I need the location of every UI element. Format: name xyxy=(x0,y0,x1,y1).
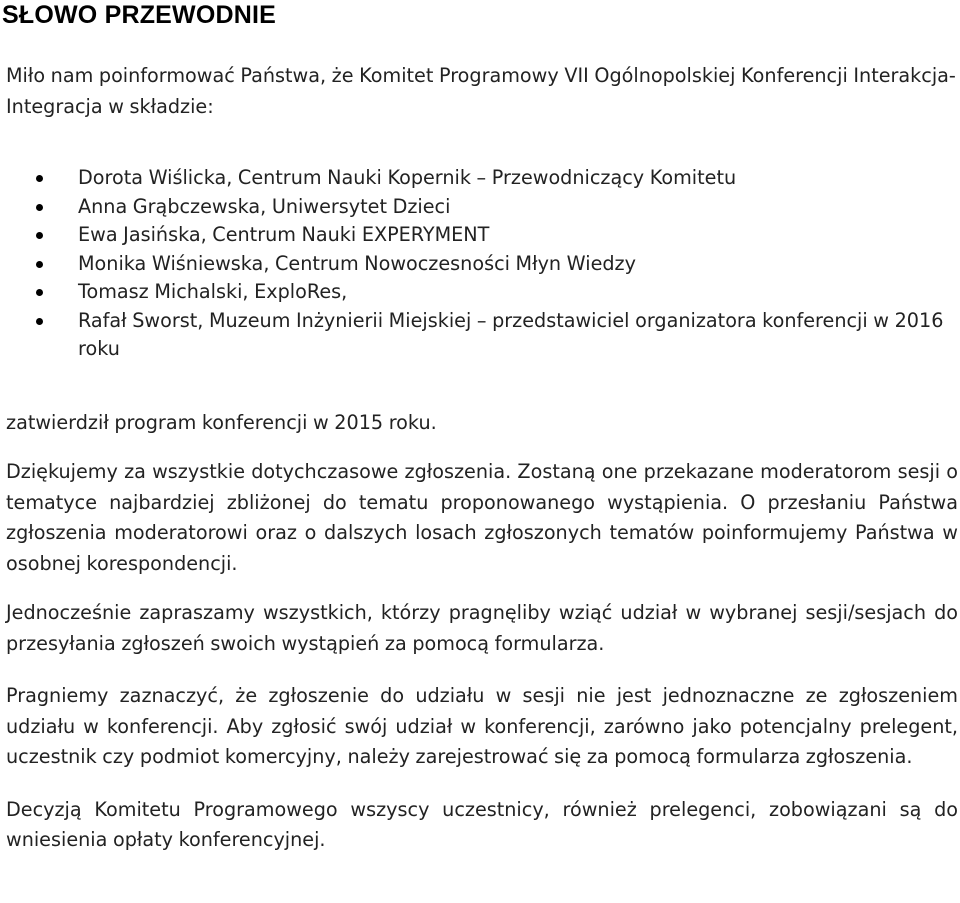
list-item xyxy=(6,221,958,250)
decision-paragraph: Decyzją Komitetu Programowego wszyscy uczestnicy, również prelegenci, zobowiązani są do wniesienia opłaty konferencyjnej. xyxy=(6,797,958,851)
committee-list xyxy=(6,164,958,364)
list-item xyxy=(6,278,958,307)
intro-paragraph: Miło nam poinformować Państwa, że Komitet Programowy VII Ogólnopolskiej Konferencji Interakcja-Integracja w składzie: xyxy=(6,64,956,118)
committee-member: Ewa Jasińska, Centrum Nauki EXPERYMENT xyxy=(78,223,490,246)
bullet-icon xyxy=(36,318,43,325)
bullet-icon xyxy=(36,261,43,268)
thanks-paragraph: Dziękujemy za wszystkie dotychczasowe zgłoszenia. Zostaną one przekazane moderatorom sesji o tematyce najbardziej zbliżonej do tematu proponowanego wystąpienia. O przesłaniu Państwa zgłoszenia moderatorowi oraz o dalszych losach zgłoszonych tematów poinformujemy Państwa w osobnej korespondencji. xyxy=(6,460,958,575)
bullet-icon xyxy=(36,204,43,211)
committee-member: Rafał Sworst, Muzeum Inżynierii Miejskiej – przedstawiciel organizatora konferencji w 2016 roku xyxy=(78,308,944,360)
bullet-icon xyxy=(36,289,43,296)
page-title: SŁOWO PRZEWODNIE xyxy=(2,1,277,29)
list-item xyxy=(6,164,958,193)
committee-member: Tomasz Michalski, ExploRes, xyxy=(78,280,348,303)
document-page xyxy=(2,0,958,856)
note-paragraph: Pragniemy zaznaczyć, że zgłoszenie do udziału w sesji nie jest jednoznaczne ze zgłoszeniem udziału w konferencji. Aby zgłosić swój udział w konferencji, zarówno jako potencjalny prelegent, uczestnik czy podmiot komercyjny, należy zarejestrować się za pomocą formularza zgłoszenia. xyxy=(6,684,958,768)
committee-member: Dorota Wiślicka, Centrum Nauki Kopernik – Przewodniczący Komitetu xyxy=(78,166,737,189)
committee-member: Monika Wiśniewska, Centrum Nowoczesności Młyn Wiedzy xyxy=(78,251,636,275)
invite-paragraph: Jednocześnie zapraszamy wszystkich, którzy pragnęliby wziąć udział w wybranej sesji/sesjach do przesyłania zgłoszeń swoich wystąpień za pomocą formularza. xyxy=(6,601,958,655)
approval-paragraph: zatwierdził program konferencji w 2015 roku. xyxy=(6,410,437,434)
bullet-icon xyxy=(36,175,43,182)
list-item xyxy=(6,193,958,222)
list-item xyxy=(6,250,958,279)
bullet-icon xyxy=(36,232,43,239)
list-item xyxy=(6,307,958,364)
committee-member: Anna Grąbczewska, Uniwersytet Dzieci xyxy=(78,194,451,218)
